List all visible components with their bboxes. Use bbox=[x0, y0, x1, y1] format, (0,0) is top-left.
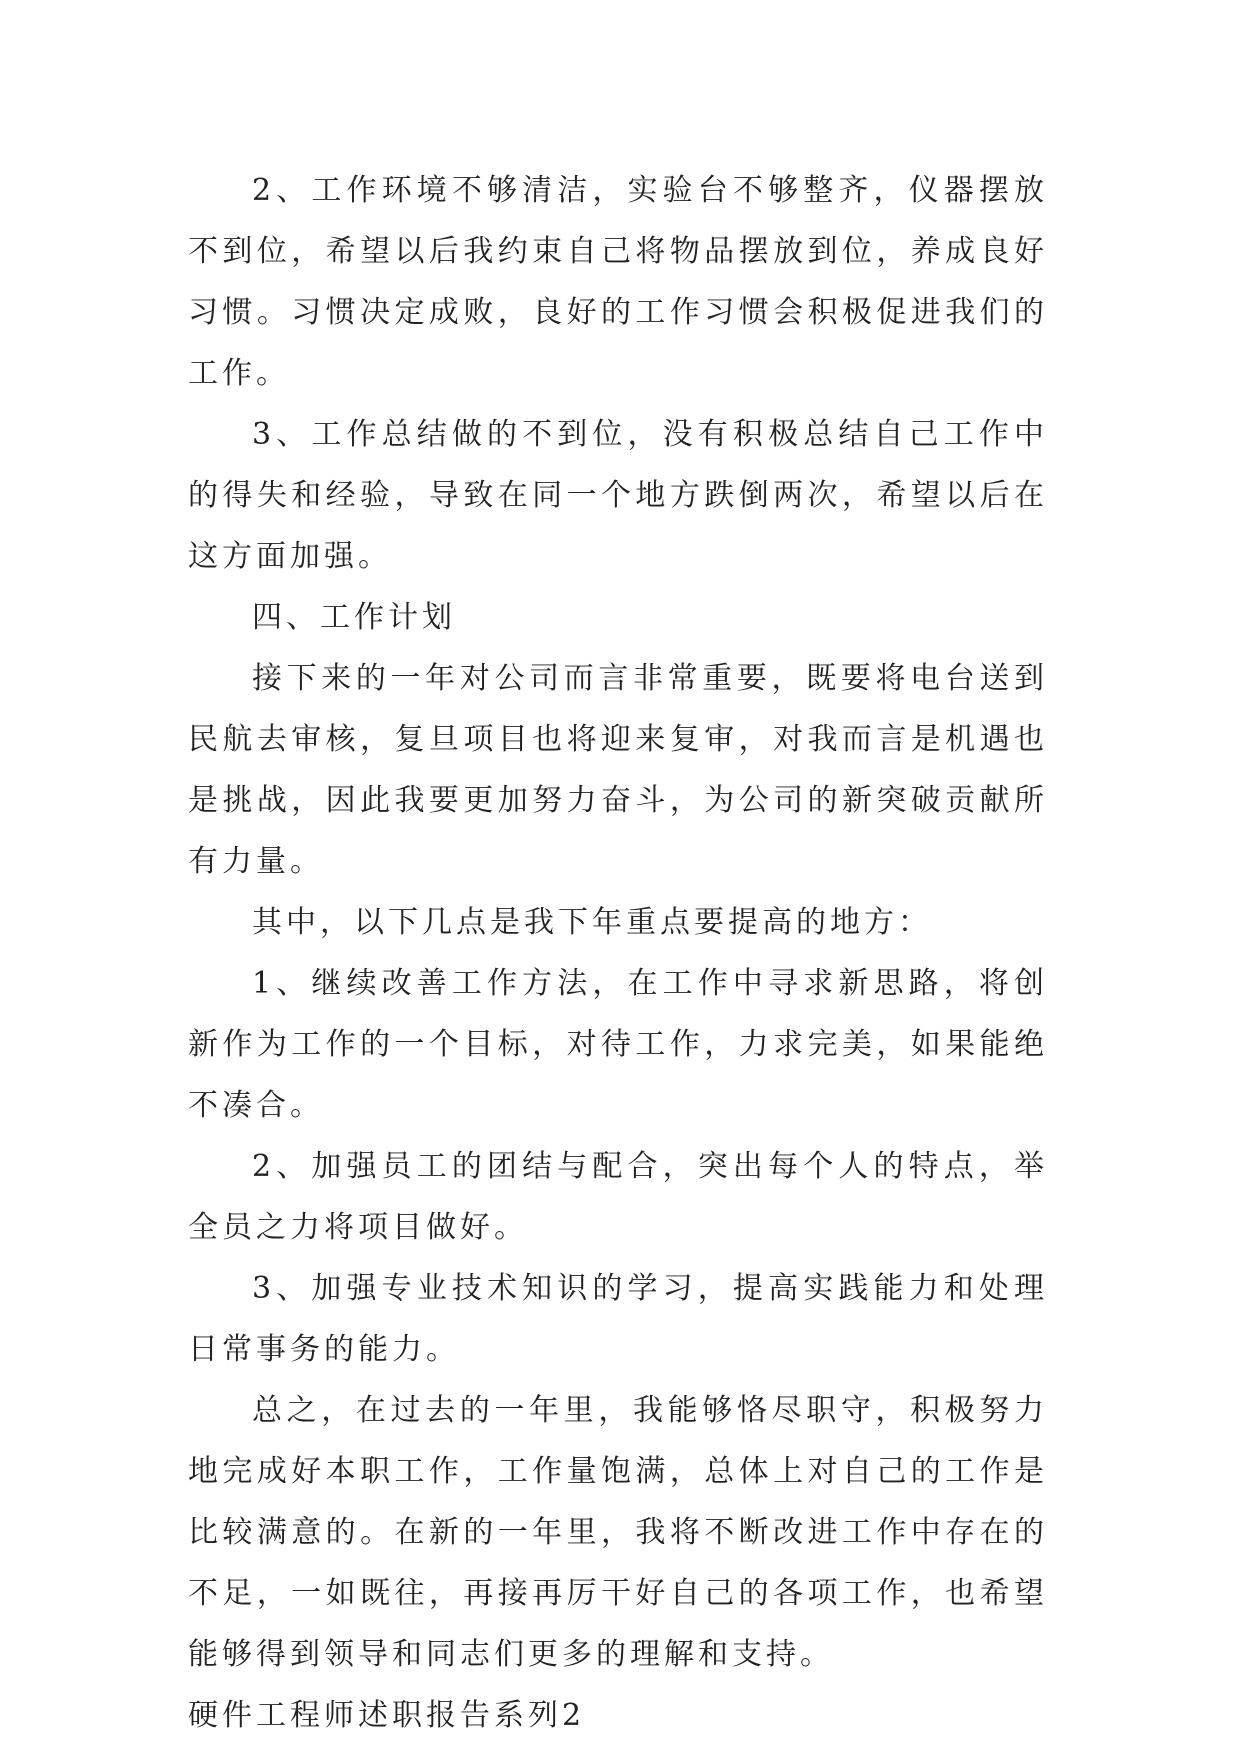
plan-item-2: 2、加强员工的团结与配合，突出每个人的特点，举全员之力将项目做好。 bbox=[188, 1149, 1048, 1245]
plan-item-3: 3、加强专业技术知识的学习，提高实践能力和处理日常事务的能力。 bbox=[188, 1271, 1048, 1367]
document-body bbox=[188, 160, 1048, 1746]
paragraph-item-2: 2、工作环境不够清洁，实验台不够整齐，仪器摆放不到位，希望以后我约束自己将物品摆放到位，养成良好习惯。习惯决定成败，良好的工作习惯会积极促进我们的工作。 bbox=[188, 173, 1048, 391]
plan-item-1: 1、继续改善工作方法，在工作中寻求新思路，将创新作为工作的一个目标，对待工作，力求完美，如果能绝不凑合。 bbox=[188, 966, 1048, 1123]
paragraph-item-3: 3、工作总结做的不到位，没有积极总结自己工作中的得失和经验，导致在同一个地方跌倒两次，希望以后在这方面加强。 bbox=[188, 417, 1048, 574]
plan-focus-paragraph: 其中，以下几点是我下年重点要提高的地方： bbox=[252, 905, 932, 940]
next-report-title: 硬件工程师述职报告系列2 bbox=[188, 1698, 586, 1733]
plan-intro-paragraph: 接下来的一年对公司而言非常重要，既要将电台送到民航去审核，复旦项目也将迎来复审，对我而言是机遇也是挑战，因此我要更加努力奋斗，为公司的新突破贡献所有力量。 bbox=[188, 661, 1048, 879]
section-heading-work-plan: 四、工作计划 bbox=[252, 600, 456, 635]
summary-paragraph: 总之，在过去的一年里，我能够恪尽职守，积极努力地完成好本职工作，工作量饱满，总体上对自己的工作是比较满意的。在新的一年里，我将不断改进工作中存在的不足，一如既往，再接再厉干好自己的各项工作，也希望能够得到领导和同志们更多的理解和支持。 bbox=[188, 1393, 1048, 1672]
